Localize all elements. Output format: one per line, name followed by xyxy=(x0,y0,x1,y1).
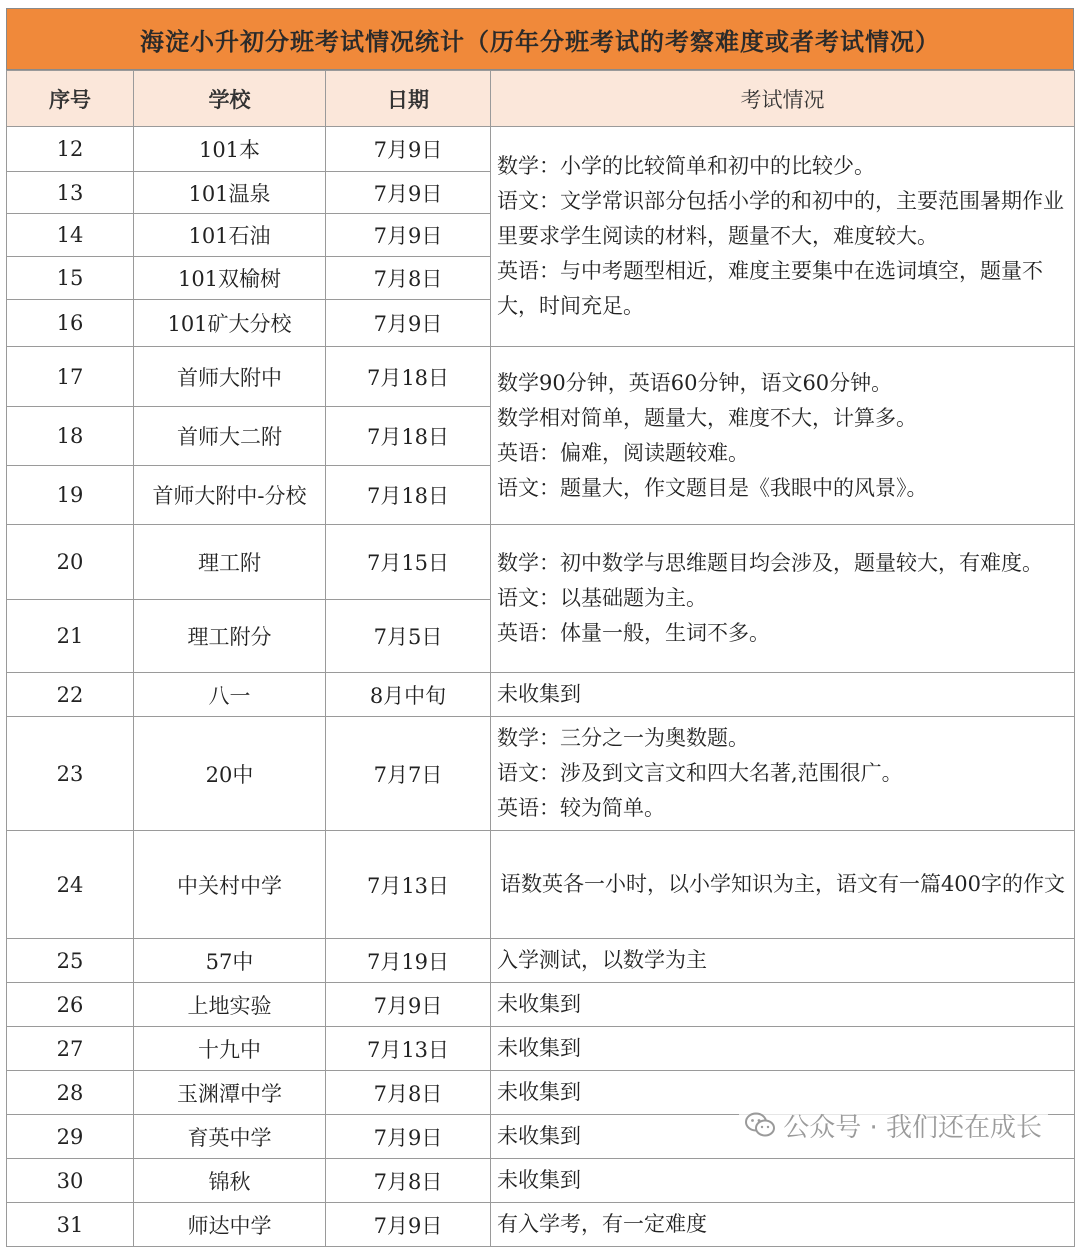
row-date: 7月19日 xyxy=(326,939,491,983)
info-line: 数学相对简单，题量大，难度不大，计算多。 xyxy=(497,405,917,430)
row-school: 上地实验 xyxy=(134,983,326,1027)
row-num: 12 xyxy=(7,127,134,172)
row-num: 19 xyxy=(7,466,134,525)
info-line: 英语：体量一般，生词不多。 xyxy=(497,621,770,645)
watermark-text: 公众号 · 我们还在成长 xyxy=(783,1112,1042,1143)
row-num: 17 xyxy=(7,347,134,407)
row-date: 7月5日 xyxy=(326,600,491,673)
row-num: 28 xyxy=(7,1071,134,1115)
header-date: 日期 xyxy=(326,71,491,127)
table-row xyxy=(7,673,1075,717)
row-num: 18 xyxy=(7,407,134,466)
table-row xyxy=(7,983,1075,1027)
row-date: 7月13日 xyxy=(326,831,491,939)
row-info: 语数英各一小时，以小学知识为主，语文有一篇400字的作文 xyxy=(491,831,1075,939)
table-row xyxy=(7,1027,1075,1071)
watermark xyxy=(739,1103,1048,1147)
row-date: 7月8日 xyxy=(326,1071,491,1115)
row-school: 八一 xyxy=(134,673,326,717)
row-info: 未收集到 xyxy=(491,1159,1075,1203)
row-num: 16 xyxy=(7,300,134,347)
row-num: 31 xyxy=(7,1203,134,1247)
row-date: 7月9日 xyxy=(326,127,491,172)
row-school: 育英中学 xyxy=(134,1115,326,1159)
info-line: 语文：以基础题为主。 xyxy=(497,586,707,610)
row-info-101-group xyxy=(491,127,1075,347)
header-row xyxy=(7,71,1075,127)
row-num: 26 xyxy=(7,983,134,1027)
row-school: 十九中 xyxy=(134,1027,326,1071)
info-line: 数学：三分之一为奥数题。 xyxy=(497,726,749,750)
row-date: 7月18日 xyxy=(326,407,491,466)
row-date: 7月13日 xyxy=(326,1027,491,1071)
header-num: 序号 xyxy=(7,71,134,127)
table-row xyxy=(7,939,1075,983)
row-num: 22 xyxy=(7,673,134,717)
row-date: 7月15日 xyxy=(326,525,491,600)
row-date: 7月9日 xyxy=(326,172,491,214)
table-row xyxy=(7,127,1075,172)
row-school: 理工附 xyxy=(134,525,326,600)
row-info: 有入学考，有一定难度 xyxy=(491,1203,1075,1247)
row-info: 未收集到 xyxy=(491,673,1075,717)
table-row xyxy=(7,717,1075,831)
row-num: 20 xyxy=(7,525,134,600)
row-date: 7月8日 xyxy=(326,257,491,300)
info-line: 数学：初中数学与思维题目均会涉及，题量较大，有难度。 xyxy=(497,551,1043,575)
row-school: 57中 xyxy=(134,939,326,983)
row-date: 7月8日 xyxy=(326,1159,491,1203)
info-line: 语文：涉及到文言文和四大名著,范围很广。 xyxy=(497,761,903,785)
info-line: 英语：与中考题型相近，难度主要集中在选词填空，题量不大，时间充足。 xyxy=(497,259,1043,318)
row-info-ligong-group xyxy=(491,525,1075,673)
info-line: 语文：题量大，作文题目是《我眼中的风景》。 xyxy=(497,475,928,500)
row-school: 玉渊潭中学 xyxy=(134,1071,326,1115)
row-info: 未收集到 xyxy=(491,1115,1075,1159)
row-info-shou-group xyxy=(491,347,1075,525)
row-school: 首师大附中 xyxy=(134,347,326,407)
row-school: 20中 xyxy=(134,717,326,831)
row-num: 15 xyxy=(7,257,134,300)
exam-table xyxy=(6,70,1075,1247)
row-date: 7月7日 xyxy=(326,717,491,831)
info-line: 数学：小学的比较简单和初中的比较少。 xyxy=(497,154,875,178)
row-date: 7月18日 xyxy=(326,347,491,407)
row-date: 8月中旬 xyxy=(326,673,491,717)
row-num: 21 xyxy=(7,600,134,673)
info-line: 语文：文学常识部分包括小学的和初中的，主要范围暑期作业里要求学生阅读的材料，题量不大，难度较大。 xyxy=(497,189,1064,248)
row-date: 7月9日 xyxy=(326,300,491,347)
row-info: 未收集到 xyxy=(491,1027,1075,1071)
row-num: 27 xyxy=(7,1027,134,1071)
row-school: 师达中学 xyxy=(134,1203,326,1247)
row-date: 7月9日 xyxy=(326,1203,491,1247)
row-info: 入学测试，以数学为主 xyxy=(491,939,1075,983)
row-school: 理工附分 xyxy=(134,600,326,673)
header-school: 学校 xyxy=(134,71,326,127)
row-school: 首师大附中-分校 xyxy=(134,466,326,525)
info-line: 数学90分钟，英语60分钟，语文60分钟。 xyxy=(497,370,893,395)
info-line: 英语：偏难，阅读题较难。 xyxy=(497,440,749,465)
row-school: 101本 xyxy=(134,127,326,172)
row-date: 7月9日 xyxy=(326,214,491,257)
row-num: 14 xyxy=(7,214,134,257)
table-row xyxy=(7,525,1075,600)
row-school: 101石油 xyxy=(134,214,326,257)
table-row xyxy=(7,1203,1075,1247)
row-date: 7月9日 xyxy=(326,983,491,1027)
row-school: 101温泉 xyxy=(134,172,326,214)
table-row xyxy=(7,831,1075,939)
row-school: 锦秋 xyxy=(134,1159,326,1203)
row-info: 未收集到 xyxy=(491,983,1075,1027)
table-row xyxy=(7,1159,1075,1203)
table-title: 海淀小升初分班考试情况统计（历年分班考试的考察难度或者考试情况） xyxy=(6,8,1074,70)
row-school: 中关村中学 xyxy=(134,831,326,939)
row-num: 29 xyxy=(7,1115,134,1159)
row-date: 7月18日 xyxy=(326,466,491,525)
table-row xyxy=(7,347,1075,407)
row-num: 24 xyxy=(7,831,134,939)
row-info-23 xyxy=(491,717,1075,831)
row-num: 25 xyxy=(7,939,134,983)
header-info: 考试情况 xyxy=(491,71,1075,127)
row-num: 23 xyxy=(7,717,134,831)
row-num: 30 xyxy=(7,1159,134,1203)
row-num: 13 xyxy=(7,172,134,214)
row-school: 首师大二附 xyxy=(134,407,326,466)
row-date: 7月9日 xyxy=(326,1115,491,1159)
row-info: 未收集到 xyxy=(491,1071,1075,1115)
row-school: 101矿大分校 xyxy=(134,300,326,347)
info-line: 英语：较为简单。 xyxy=(497,796,665,820)
row-school: 101双榆树 xyxy=(134,257,326,300)
wechat-icon xyxy=(745,1112,775,1138)
